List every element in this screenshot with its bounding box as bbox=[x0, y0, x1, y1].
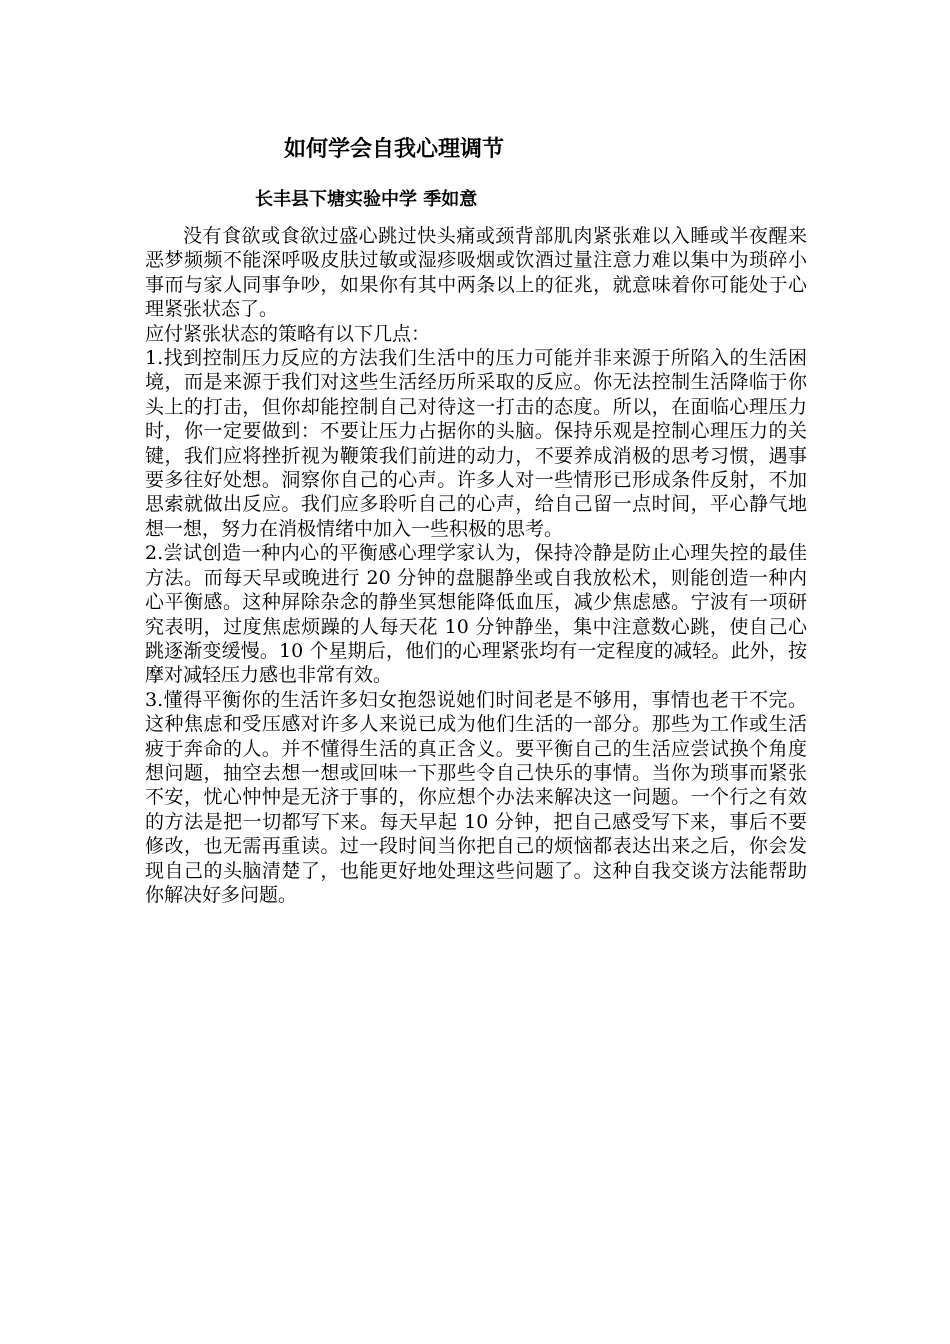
document-title: 如何学会自我心理调节 bbox=[284, 137, 505, 162]
paragraph-strategy-1: 1.找到控制压力反应的方法我们生活中的压力可能并非来源于所陷入的生活困境，而是来源于我们对这些生活经历所采取的反应。你无法控制生活降临于你头上的打击，但你却能控制自己对待这一打击的态度。所以，在面临心理压力时，你一定要做到：不要让压力占据你的头脑。保持乐观是控制心理压力的关键，我们应将挫折视为鞭策我们前进的动力，不要养成消极的思考习惯，遇事要多往好处想。洞察你自己的心声。许多人对一些情形已形成条件反射，不加思索就做出反应。我们应多聆听自己的心声，给自己留一点时间，平心静气地想一想，努力在消极情绪中加入一些积极的思考。 bbox=[145, 347, 807, 540]
document-author: 长丰县下塘实验中学 季如意 bbox=[255, 189, 478, 210]
paragraph-strategies-intro: 应付紧张状态的策略有以下几点： bbox=[145, 322, 431, 345]
paragraph-strategy-3: 3.懂得平衡你的生活许多妇女抱怨说她们时间老是不够用，事情也老干不完。这种焦虑和受压感对许多人来说已成为他们生活的一部分。那些为工作或生活疲于奔命的人。并不懂得生活的真正含义。要平衡自己的生活应尝试换个角度想问题，抽空去想一想或回味一下那些令自己快乐的事情。当你为琐事而紧张不安，忧心忡忡是无济于事的，你应想个办法来解决这一问题。一个行之有效的方法是把一切都写下来。每天早起 10 分钟，把自己感受写下来，事后不要修改，也无需再重读。过一段时间当你把自己的烦恼都表达出来之后，你会发现自己的头脑清楚了，也能更好地处理这些问题了。这种自我交谈方法能帮助你解决好多问题。 bbox=[145, 688, 807, 906]
document-body bbox=[145, 224, 807, 907]
paragraph-strategy-2: 2.尝试创造一种内心的平衡感心理学家认为，保持冷静是防止心理失控的最佳方法。而每天早或晚进行 20 分钟的盘腿静坐或自我放松术，则能创造一种内心平衡感。这种屏除杂念的静坐冥想能降低血压，减少焦虑感。宁波有一项研究表明，过度焦虑烦躁的人每天花 10 分钟静坐，集中注意数心跳，使自己心跳逐渐变缓慢。10 个星期后，他们的心理紧张均有一定程度的减轻。此外，按摩对减轻压力感也非常有效。 bbox=[145, 542, 807, 687]
paragraph-symptoms: 没有食欲或食欲过盛心跳过快头痛或颈背部肌肉紧张难以入睡或半夜醒来恶梦频频不能深呼吸皮肤过敏或湿疹吸烟或饮酒过量注意力难以集中为琐碎小事而与家人同事争吵，如果你有其中两条以上的征兆，就意味着你可能处于心理紧张状态了。 bbox=[145, 225, 807, 321]
